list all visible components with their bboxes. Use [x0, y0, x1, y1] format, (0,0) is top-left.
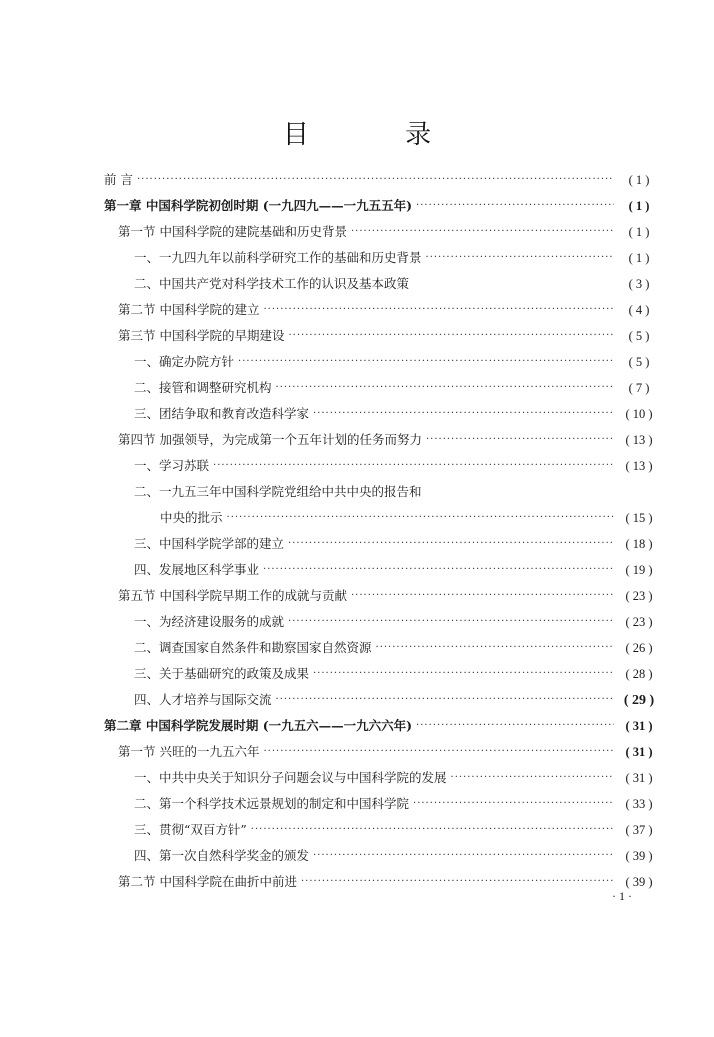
toc-subsection [134, 456, 660, 476]
toc-entry-page: ( 13 ) [625, 459, 653, 473]
dot-leader [351, 222, 614, 242]
dot-leader [301, 872, 614, 892]
dot-leader [263, 560, 614, 580]
dot-leader [416, 196, 614, 216]
toc-entry-label: 二、一九五三年中国科学院党组给中共中央的报告和 [134, 484, 422, 499]
dot-leader [416, 716, 614, 736]
toc-subsection [134, 274, 660, 294]
toc-section [118, 872, 660, 892]
toc-entry-page: ( 29 ) [623, 693, 655, 708]
dot-leader [413, 794, 614, 814]
toc-entry-page: ( 31 ) [625, 771, 653, 785]
dot-leader [276, 378, 614, 398]
dot-leader [238, 352, 614, 372]
toc-subsection [134, 690, 660, 710]
toc-entry-page: ( 19 ) [625, 563, 653, 577]
toc-entry-page: ( 33 ) [625, 797, 653, 811]
dot-leader [426, 430, 614, 450]
toc-entry-page: ( 7 ) [628, 381, 650, 395]
toc-entry-page: ( 4 ) [628, 303, 650, 317]
dot-leader [276, 690, 614, 710]
toc-entry-label: 一、为经济建设服务的成就 [134, 614, 285, 629]
dot-leader [227, 508, 614, 528]
dot-leader [288, 326, 614, 346]
page-title: 目 录 [282, 120, 476, 150]
toc-entry-label: 三、贯彻“双百方针” [134, 822, 247, 837]
toc-subsection [134, 534, 660, 554]
toc-entry-page: ( 23 ) [625, 615, 653, 629]
toc-entry-label: 第四节 加强领导，为完成第一个五年计划的任务而努力 [118, 432, 422, 447]
toc-subsection [134, 482, 660, 502]
dot-leader [251, 820, 614, 840]
toc-entry-page: ( 18 ) [625, 537, 653, 551]
dot-leader [313, 404, 614, 424]
dot-leader [451, 768, 614, 788]
toc-subsection [134, 794, 660, 814]
toc-entry-label: 一、一九四九年以前科学研究工作的基础和历史背景 [134, 250, 422, 265]
toc-section [118, 326, 660, 346]
dot-leader [213, 456, 614, 476]
toc-subsection [134, 352, 660, 372]
toc-subsection [134, 612, 660, 632]
toc-entry-label: 一、中共中央关于知识分子问题会议与中国科学院的发展 [134, 770, 447, 785]
toc-subsection [134, 404, 660, 424]
toc-entry-label: 一、确定办院方针 [134, 354, 235, 369]
toc-entry-page: ( 15 ) [625, 511, 653, 525]
toc-subsection [134, 820, 660, 840]
dot-leader [313, 846, 614, 866]
toc-entry-page: ( 13 ) [625, 433, 653, 447]
toc-entry-label: 第二节 中国科学院在曲折中前进 [118, 874, 297, 889]
dot-leader [376, 638, 614, 658]
toc-entry-label: 二、接管和调整研究机构 [134, 380, 272, 395]
toc-section [118, 300, 660, 320]
toc-entry-page: ( 1 ) [628, 225, 650, 239]
toc-chapter [104, 716, 660, 736]
toc-subsection [134, 846, 660, 866]
toc-entry-label: 一、学习苏联 [134, 458, 210, 473]
toc-section [118, 586, 660, 606]
toc-entry [104, 170, 660, 190]
toc-entry-label: 第三节 中国科学院的早期建设 [118, 328, 285, 343]
toc-subsection [134, 378, 660, 398]
dot-leader [351, 586, 614, 606]
toc-entry-page: ( 31 ) [625, 719, 653, 733]
toc-entry-label: 中央的批示 [160, 510, 223, 525]
toc-entry-label: 第一节 兴旺的一九五六年 [118, 744, 260, 759]
toc-entry-label: 二、第一个科学技术远景规划的制定和中国科学院 [134, 796, 410, 811]
toc-entry-page: ( 1 ) [628, 173, 650, 187]
dot-leader [413, 274, 614, 294]
toc-entry-label: 四、第一次自然科学奖金的颁发 [134, 848, 310, 863]
toc-entry-label: 第二章 中国科学院发展时期 (一九五六——一九六六年) [104, 718, 413, 733]
toc-subsection [134, 248, 660, 268]
toc-entry-label: 第一节 中国科学院的建院基础和历史背景 [118, 224, 347, 239]
page-number: · 1 · [612, 889, 632, 903]
toc-entry-label: 第二节 中国科学院的建立 [118, 302, 260, 317]
toc-entry-label: 第一章 中国科学院初创时期 (一九四九——一九五五年) [104, 198, 413, 213]
toc-entry-page: ( 5 ) [628, 329, 650, 343]
toc-entry-page: ( 39 ) [625, 875, 653, 889]
toc-entry-label: 三、关于基础研究的政策及成果 [134, 666, 310, 681]
toc-subsection [134, 560, 660, 580]
toc-section [118, 222, 660, 242]
toc-subsection [134, 664, 660, 684]
toc-entry-page: ( 31 ) [625, 745, 653, 759]
toc-subsection [134, 768, 660, 788]
dot-leader [288, 612, 614, 632]
toc-entry-page: ( 26 ) [625, 641, 653, 655]
toc-entry-page: ( 1 ) [628, 251, 650, 265]
toc-entry-page: ( 3 ) [628, 277, 650, 291]
toc-entry-page: ( 23 ) [625, 589, 653, 603]
toc-subsection [134, 638, 660, 658]
toc-subsection-continued [160, 508, 660, 528]
dot-leader [426, 248, 614, 268]
toc-entry-label: 四、人才培养与国际交流 [134, 692, 272, 707]
toc-entry-label: 二、调查国家自然条件和勘察国家自然资源 [134, 640, 372, 655]
toc-section [118, 742, 660, 762]
toc-chapter [104, 196, 660, 216]
dot-leader [288, 534, 614, 554]
dot-leader [426, 482, 614, 502]
dot-leader [263, 742, 614, 762]
toc-entry-page: ( 39 ) [625, 849, 653, 863]
toc-entry-label: 三、团结争取和教育改造科学家 [134, 406, 310, 421]
toc-entry-label: 四、发展地区科学事业 [134, 562, 260, 577]
dot-leader [137, 170, 614, 190]
toc-entry-label: 前 言 [104, 172, 133, 187]
toc-section [118, 430, 660, 450]
toc-entry-page: ( 10 ) [625, 407, 653, 421]
toc-entry-page: ( 37 ) [625, 823, 653, 837]
toc-entry-label: 二、中国共产党对科学技术工作的认识及基本政策 [134, 276, 410, 291]
toc-entry-page: ( 1 ) [628, 199, 650, 213]
dot-leader [263, 300, 614, 320]
toc-entry-page: ( 5 ) [628, 355, 650, 369]
dot-leader [313, 664, 614, 684]
toc-entry-label: 第五节 中国科学院早期工作的成就与贡献 [118, 588, 347, 603]
toc-entry-page: ( 28 ) [625, 667, 653, 681]
toc-entry-label: 三、中国科学院学部的建立 [134, 536, 285, 551]
